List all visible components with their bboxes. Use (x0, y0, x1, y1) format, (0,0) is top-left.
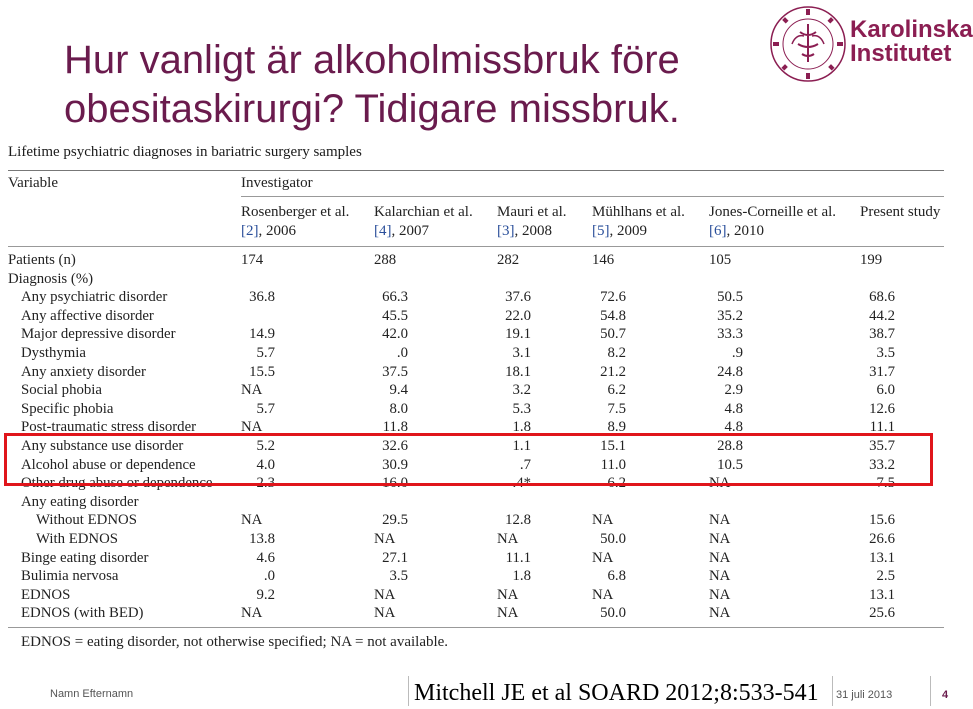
table-cell: NA (709, 549, 731, 566)
table-cell: 30.9 (382, 456, 408, 473)
table-cell: 50.7 (600, 326, 626, 343)
study-citation (374, 222, 429, 241)
footer-citation: Mitchell JE et al SOARD 2012;8:533-541 (414, 680, 819, 706)
table-cell: 27.1 (382, 549, 408, 566)
header-bottom-rule (8, 246, 944, 247)
table-cell: 29.5 (382, 512, 408, 529)
row-label: Social phobia (21, 382, 102, 399)
table-cell: 105 (709, 252, 732, 268)
row-label: Any eating disorder (21, 493, 139, 510)
row-label: Dysthymia (21, 345, 86, 361)
table-row (8, 344, 944, 363)
table-row (8, 270, 944, 289)
table-cell: 6.2 (607, 475, 626, 492)
table-cell: 72.6 (600, 289, 626, 306)
row-label: Diagnosis (%) (8, 270, 94, 287)
table-cell: 33.2 (869, 456, 895, 473)
row-label: Other drug abuse or dependence (21, 475, 213, 492)
table-row (8, 511, 944, 530)
row-label: Binge eating disorder (21, 549, 149, 566)
table-cell: NA (497, 586, 519, 603)
table-cell: 36.8 (249, 289, 275, 306)
table-cell: 66.3 (382, 289, 408, 306)
study-ref-link[interactable]: [5] (592, 223, 610, 239)
table-cell: .9 (731, 345, 743, 361)
table-cell: 11.8 (382, 419, 408, 436)
investigator-header: Investigator (241, 175, 313, 191)
table-cell: 5.2 (256, 438, 275, 454)
study-citation (497, 222, 552, 241)
study-year: , 2006 (258, 223, 296, 239)
table-cell: 8.0 (389, 400, 408, 417)
study-ref-link[interactable]: [4] (374, 223, 392, 239)
row-label: Patients (n) (8, 252, 76, 268)
table-cell: 50.0 (600, 531, 626, 547)
table-cell: 7.5 (607, 400, 626, 417)
study-ref-link[interactable]: [6] (709, 223, 727, 239)
row-label: Major depressive disorder (21, 326, 176, 343)
logo-name-line-1: Karolinska (850, 16, 973, 43)
slide-title-line-2: obesitaskirurgi? Tidigare missbruk. (64, 87, 680, 131)
table-cell: 13.1 (869, 586, 895, 603)
table-cell: 4.0 (256, 456, 275, 473)
table-cell: 9.2 (256, 586, 275, 603)
table-cell: 37.5 (382, 363, 408, 380)
table-cell: 10.5 (717, 456, 743, 473)
row-label: Any affective disorder (21, 307, 154, 324)
table-cell: NA (374, 531, 396, 547)
table-cell: NA (592, 512, 614, 529)
table-row (8, 586, 944, 605)
investigator-rule (241, 196, 944, 197)
table-cell: 1.1 (512, 438, 531, 454)
table-cell: NA (497, 605, 519, 622)
table-cell: 15.5 (249, 363, 275, 380)
study-ref-link[interactable]: [2] (241, 223, 259, 239)
table-cell: 15.6 (869, 512, 895, 529)
table-cell: 3.1 (512, 345, 531, 361)
table-cell: .4* (512, 475, 531, 492)
table-cell: 18.1 (505, 363, 531, 380)
table-row (8, 307, 944, 326)
study-name: Rosenberger et al. (241, 204, 350, 220)
table-cell: 24.8 (717, 363, 743, 380)
study-name: Jones-Corneille et al. (709, 204, 837, 220)
table-cell: 9.4 (389, 382, 408, 399)
table-cell: 8.2 (607, 345, 626, 361)
logo-name-line-2: Institutet (850, 40, 952, 67)
row-label: Post-traumatic stress disorder (21, 419, 197, 436)
study-name: Kalarchian et al. (374, 204, 473, 220)
table-cell: 31.7 (869, 363, 895, 380)
table-cell: 6.8 (607, 568, 626, 585)
table-row (8, 325, 944, 344)
table-cell: .0 (396, 345, 408, 361)
table-footnote: EDNOS = eating disorder, not otherwise specified; NA = not available. (21, 634, 449, 650)
table-cell: 288 (374, 252, 397, 268)
highlight-box (4, 433, 933, 486)
table-row (8, 530, 944, 549)
row-label: Specific phobia (21, 400, 114, 417)
table-cell: 21.2 (600, 363, 626, 380)
table-cell: 282 (497, 252, 520, 268)
table-cell: 3.5 (389, 568, 408, 585)
study-ref-link[interactable]: [3] (497, 223, 515, 239)
table-row (8, 549, 944, 568)
table-cell: 1.8 (512, 419, 531, 436)
table-cell: 7.5 (876, 475, 895, 492)
table-cell: 26.6 (869, 531, 895, 547)
row-label: EDNOS (with BED) (21, 605, 144, 622)
table-cell: NA (374, 605, 396, 622)
table-cell: NA (374, 586, 396, 603)
study-name: Present study (860, 204, 941, 220)
table-cell: 38.7 (869, 326, 895, 343)
karolinska-wordmark (850, 18, 973, 66)
table-cell: NA (241, 605, 263, 622)
table-cell: 37.6 (505, 289, 531, 306)
table-cell: 6.0 (876, 382, 895, 399)
table-cell: NA (241, 382, 263, 399)
study-citation (709, 222, 764, 241)
table-row (8, 381, 944, 400)
table-row (8, 567, 944, 586)
table-cell: NA (709, 586, 731, 603)
table-cell: 25.6 (869, 605, 895, 622)
variable-header: Variable (8, 175, 58, 191)
table-cell: .7 (519, 456, 531, 473)
table-cell: 2.3 (256, 475, 275, 492)
table-cell: 2.9 (724, 382, 743, 399)
table-cell: 45.5 (382, 307, 408, 324)
table-cell: 174 (241, 252, 264, 268)
table-row (8, 288, 944, 307)
study-year: , 2007 (391, 223, 429, 239)
table-cell: NA (709, 531, 731, 547)
table-row (8, 363, 944, 382)
table-cell: 50.0 (600, 605, 626, 622)
row-label: Any substance use disorder (21, 438, 184, 454)
study-name: Mauri et al. (497, 204, 567, 220)
table-cell: 14.9 (249, 326, 275, 343)
table-cell: 11.1 (505, 549, 531, 566)
table-cell: 2.5 (876, 568, 895, 585)
table-cell: 4.6 (256, 549, 275, 566)
row-label: With EDNOS (36, 531, 119, 547)
table-cell: NA (241, 419, 263, 436)
table-cell: 5.7 (256, 345, 275, 361)
table-cell: 13.8 (249, 531, 275, 547)
table-cell: 4.8 (724, 419, 743, 436)
karolinska-seal-icon (768, 4, 848, 84)
study-year: , 2008 (514, 223, 552, 239)
table-cell: 5.7 (256, 400, 275, 417)
study-year: , 2009 (609, 223, 647, 239)
row-label: Any anxiety disorder (21, 363, 146, 380)
footer-separator (930, 676, 931, 706)
study-name: Mühlhans et al. (592, 204, 685, 220)
row-label: Bulimia nervosa (21, 568, 119, 585)
table-cell: NA (709, 475, 731, 492)
table-cell: 3.2 (512, 382, 531, 399)
table-cell: 1.8 (512, 568, 531, 585)
table-cell: 8.9 (607, 419, 626, 436)
study-year: , 2010 (726, 223, 764, 239)
table-cell: 54.8 (600, 307, 626, 324)
table-cell: 146 (592, 252, 615, 268)
table-cell: NA (709, 568, 731, 585)
table-cell: NA (709, 512, 731, 529)
table-cell: 28.8 (717, 438, 743, 454)
table-cell: 50.5 (717, 289, 743, 306)
table-row (8, 400, 944, 419)
row-label: EDNOS (21, 586, 71, 603)
footer-separator (408, 676, 409, 706)
table-cell: 68.6 (869, 289, 895, 306)
table-cell: 11.1 (869, 419, 895, 436)
table-top-rule (8, 170, 944, 171)
table-bottom-rule (8, 627, 944, 628)
table-cell: 3.5 (876, 345, 895, 361)
table-cell: 12.8 (505, 512, 531, 529)
table-cell: 32.6 (382, 438, 408, 454)
table-row (8, 604, 944, 623)
table-cell: NA (241, 512, 263, 529)
table-cell: 35.7 (869, 438, 895, 454)
table-cell: 44.2 (869, 307, 895, 324)
table-cell: NA (709, 605, 731, 622)
table-cell: 5.3 (512, 400, 531, 417)
table-cell: .0 (263, 568, 275, 585)
table-cell: 6.2 (607, 382, 626, 399)
footer-date: 31 juli 2013 (836, 689, 893, 701)
table-title: Lifetime psychiatric diagnoses in bariatric surgery samples (8, 144, 362, 160)
footer-page-number: 4 (942, 689, 949, 701)
table-cell: 11.0 (600, 456, 626, 473)
row-label: Any psychiatric disorder (21, 289, 168, 306)
table-cell: 33.3 (717, 326, 743, 343)
table-row (8, 493, 944, 512)
footer-author: Namn Efternamn (50, 688, 134, 700)
table-cell: 12.6 (869, 400, 895, 417)
row-label: Without EDNOS (36, 512, 137, 529)
footer-separator (832, 676, 833, 706)
table-cell: NA (592, 586, 614, 603)
table-cell: 15.1 (600, 438, 626, 454)
slide-title (64, 36, 764, 134)
table-cell: 35.2 (717, 307, 743, 324)
table-cell: 19.1 (505, 326, 531, 343)
table-cell: 42.0 (382, 326, 408, 343)
study-citation (592, 222, 647, 241)
table-row (8, 251, 944, 270)
table-cell: NA (592, 549, 614, 566)
table-cell: 16.0 (382, 475, 408, 492)
slide-title-line-1: Hur vanligt är alkoholmissbruk före (64, 38, 680, 82)
table-cell: NA (497, 531, 519, 547)
row-label: Alcohol abuse or dependence (21, 456, 196, 473)
study-citation (241, 222, 296, 241)
table-cell: 4.8 (724, 400, 743, 417)
table-cell: 13.1 (869, 549, 895, 566)
table-cell: 22.0 (505, 307, 531, 324)
table-cell: 199 (860, 252, 883, 268)
